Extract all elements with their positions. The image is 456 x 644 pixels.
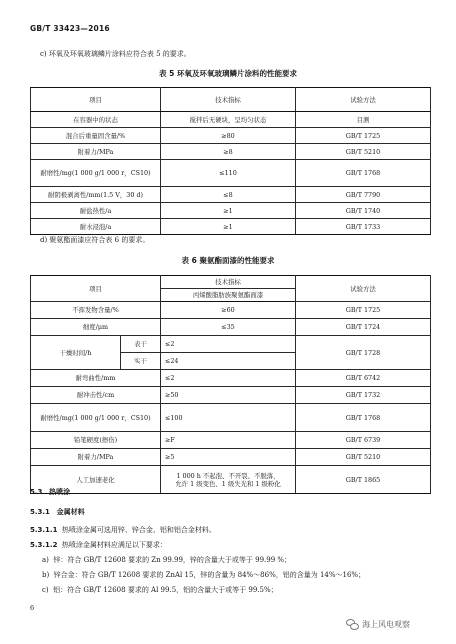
aging-spec-line2: 允许 1 级变色、1 级失光和 1 级粉化 [175, 479, 281, 488]
table-row [31, 319, 431, 336]
table6-cell-item: 干燥时间/h [31, 336, 121, 370]
intro-table5: c) 环氧及环氧玻璃鳞片涂料应符合表 5 的要求。 [40, 50, 191, 58]
section-title: 金属材料 [56, 508, 85, 516]
table5-header-item: 项目 [31, 88, 161, 112]
table5-header-spec: 技术指标 [161, 88, 296, 112]
section-number: 5.3.1 [30, 508, 50, 516]
table6-cell-method: GB/T 6742 [296, 370, 431, 387]
table5-cell-method: GB/T 1768 [296, 160, 431, 187]
table6-cell-item: 铅笔硬度(擦伤) [31, 432, 161, 449]
list-label: c) [42, 586, 49, 594]
table6-cell-item: 人工加速老化 [31, 466, 161, 494]
table-row [31, 466, 431, 494]
table-row [31, 160, 431, 187]
table5-cell-spec: 搅拌后无硬块，呈均匀状态 [161, 112, 296, 128]
table5-cell-item: 附着力/MPa [31, 144, 161, 160]
table-row [31, 187, 431, 203]
table6-cell-method: GB/T 1725 [296, 302, 431, 319]
table-row [31, 449, 431, 466]
table5-cell-spec: ≥8 [161, 144, 296, 160]
table-row [31, 336, 431, 353]
table6-cell-spec: ≥F [161, 432, 296, 449]
table6-cell-spec: ≤24 [161, 353, 296, 370]
table-row [31, 144, 431, 160]
list-item [42, 556, 291, 565]
table5-cell-method: GB/T 1733 [296, 219, 431, 235]
table5-cell-item: 混合后重量固含量/% [31, 128, 161, 144]
table6-cell-method: GB/T 1728 [296, 336, 431, 370]
table5-cell-spec: ≥1 [161, 203, 296, 219]
wechat-icon [346, 619, 359, 630]
table6-header-spec-sub: 丙烯酸脂肪族聚氨酯面漆 [161, 289, 296, 302]
table5 [30, 87, 431, 235]
table-row [31, 203, 431, 219]
table6-cell-item: 不挥发物含量/% [31, 302, 161, 319]
table5-cell-item: 耐磨性/mg(1 000 g/1 000 r，CS10) [31, 160, 161, 187]
list-item [42, 571, 365, 580]
table5-cell-method: GB/T 1740 [296, 203, 431, 219]
watermark-text: 海上风电观察 [362, 619, 410, 629]
clause-text: 热喷涂金属材料应满足以下要求： [61, 541, 167, 549]
watermark [346, 619, 410, 630]
table5-cell-item: 耐盐热性/a [31, 203, 161, 219]
table6-title: 表 6 聚氨酯面漆的性能要求 [181, 256, 275, 265]
table6-cell-item: 耐冲击性/cm [31, 387, 161, 404]
table-row [31, 219, 431, 235]
table6-cell-spec: ≤100 [161, 404, 296, 432]
clause-5-3-1-1 [30, 526, 216, 535]
table6-header-method: 试验方法 [296, 276, 431, 302]
section-title: 热喷涂 [49, 488, 71, 496]
table6-cell-spec: ≤2 [161, 370, 296, 387]
table6-cell-subitem: 实干 [121, 353, 161, 370]
list-text: 锌：符合 GB/T 12608 要求的 Zn 99.99，锌的含量大于或等于 99.99 %； [53, 556, 292, 564]
table6-cell-spec: ≤2 [161, 336, 296, 353]
table6-cell-item: 附着力/MPa [31, 449, 161, 466]
table5-cell-item: 在容器中的状态 [31, 112, 161, 128]
table5-cell-method: GB/T 1725 [296, 128, 431, 144]
list-item [42, 586, 278, 595]
table5-header-method: 试验方法 [296, 88, 431, 112]
table6-cell-item: 细度/μm [31, 319, 161, 336]
table6-cell-item: 耐磨性/mg(1 000 g/1 000 r，CS10) [31, 404, 161, 432]
table-row [31, 112, 431, 128]
table6-cell-method: GB/T 5210 [296, 449, 431, 466]
table-row [31, 370, 431, 387]
list-label: b) [42, 571, 50, 579]
list-text: 铝：符合 GB/T 12608 要求的 Al 99.5，铝的含量大于或等于 99.5%； [53, 586, 278, 594]
aging-spec-line1: 1 000 h 不起泡、不开裂、不脱落， [176, 471, 280, 480]
table5-cell-spec: ≥80 [161, 128, 296, 144]
table6-cell-item: 耐弯曲性/mm [31, 370, 161, 387]
table-row [31, 404, 431, 432]
list-text: 锌合金：符合 GB/T 12608 要求的 ZnAl 15，锌的含量为 84%～86%，铝的含量为 14%～16%； [53, 571, 366, 579]
clause-5-3-1-2 [30, 541, 167, 550]
table-row [31, 432, 431, 449]
table-row [31, 128, 431, 144]
table5-cell-method: 目测 [296, 112, 431, 128]
table5-cell-spec: ≤8 [161, 187, 296, 203]
table5-cell-item: 耐水浸泡/a [31, 219, 161, 235]
table5-header-row [31, 88, 431, 112]
section-5-3-1 [30, 508, 85, 517]
table6-cell-method: GB/T 1865 [296, 466, 431, 494]
table5-cell-spec: ≥1 [161, 219, 296, 235]
table6-cell-spec: ≥50 [161, 387, 296, 404]
table6-cell-spec [161, 466, 296, 494]
clause-number: 5.3.1.2 [30, 541, 58, 549]
table6-cell-subitem: 表干 [121, 336, 161, 353]
table6-cell-spec: ≥60 [161, 302, 296, 319]
section-number: 5.3 [30, 488, 43, 496]
page-number: 6 [30, 604, 35, 612]
table6-cell-method: GB/T 6739 [296, 432, 431, 449]
table6 [30, 275, 431, 494]
list-label: a) [42, 556, 49, 564]
section-5-3 [30, 488, 70, 497]
table6-cell-method: GB/T 1768 [296, 404, 431, 432]
table6-cell-spec: ≤35 [161, 319, 296, 336]
table5-cell-spec: ≤110 [161, 160, 296, 187]
table6-header-spec: 技术指标 [161, 276, 296, 289]
table6-cell-method: GB/T 1724 [296, 319, 431, 336]
table5-title: 表 5 环氧及环氧玻璃鳞片涂料的性能要求 [159, 69, 297, 78]
table6-header-item: 项目 [31, 276, 161, 302]
table6-cell-method: GB/T 1732 [296, 387, 431, 404]
clause-text: 热喷涂金属可选用锌、锌合金、铝和铝合金材料。 [61, 526, 216, 534]
table-row [31, 302, 431, 319]
table-row [31, 387, 431, 404]
table5-cell-method: GB/T 5210 [296, 144, 431, 160]
table5-cell-method: GB/T 7790 [296, 187, 431, 203]
table5-cell-item: 耐阴极剥离性/mm(1.5 V，30 d) [31, 187, 161, 203]
table6-cell-spec: ≥5 [161, 449, 296, 466]
intro-table6: d) 聚氨酯面漆应符合表 6 的要求。 [40, 236, 150, 244]
standard-number-header: GB/T 33423—2016 [30, 24, 110, 33]
clause-number: 5.3.1.1 [30, 526, 58, 534]
table6-header-row [31, 276, 431, 289]
